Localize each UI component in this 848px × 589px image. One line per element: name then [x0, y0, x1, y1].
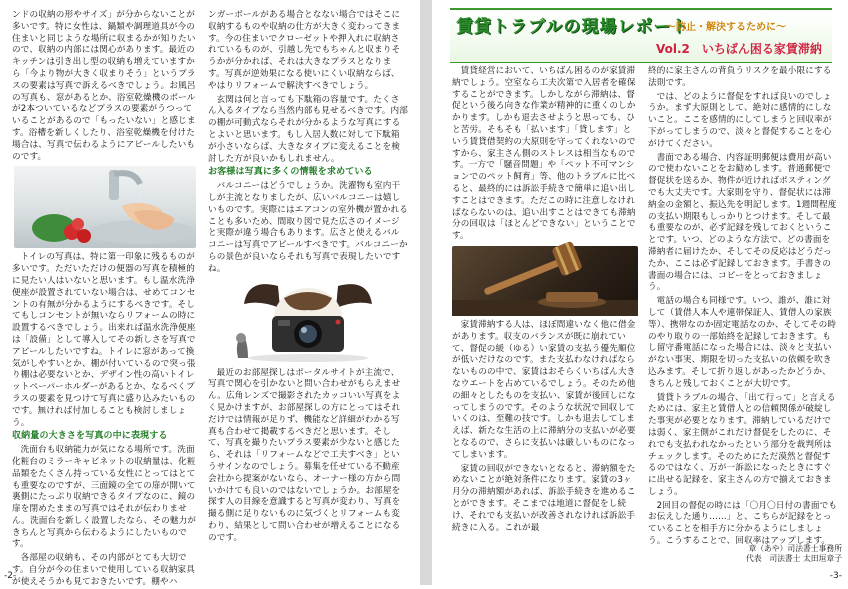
banner-volume: Vol.2 いちばん困る家賃滞納	[656, 42, 822, 56]
paragraph: バルコニーはどうでしょうか。洗濯物も室内干しが主流となりましたが、広いバルコニーは嬉しいものです。実際にはエアコンの室外機が置かれることも多いため、間取り図で見た広さのイメージと実際が違う場合もあります。広さと使えるバルコニーは写真でアピールすべきです。バルコニーからの景色が良いならそれも写真で表現したいですね。	[208, 181, 408, 274]
paragraph: 終的に家主さんの背負うリスクを最小限にする法則です。	[648, 66, 832, 88]
section-heading: 収納量の大きさを写真の中に表現する	[12, 431, 168, 442]
paragraph: では、どのように督促をすれば良いのでしょうか。まず大原則として、絶対に感情的にしないこと。ここを感情的にしてしまうと回収率が下がってしまうので、淡々と督促することを心がけてください。	[648, 91, 832, 149]
paragraph: 最近のお部屋探しはポータルサイトが主流で、写真で関心を引かないと問い合わせがもらえません。広角レンズで撮影されたカッコいい写真をよく見かけますが、お部屋探しの方にとってはそれだけでは情報が足りず、機能など詳細がわかる写真も合わせて掲載するべきだと思います。そして、写真を撮りたいプラス要素が少ないと感じたら、それは「リフォームなどで工夫すべき」というサインなのでしょう。募集を任せている不動産会社から提案がないなら、オーナー様の方から問いかけても良いのではないでしょうか。お部屋を探す人の目線を意識すると写真が変わり、写真を撮る側に足りないものに気づくとリフォームも変わり、結果として問い合わせが増えることになるのです。	[208, 367, 401, 543]
paragraph: トイレの写真は、特に第一印象に残るものが多いです。ただいただけの便器の写真を積極的に見たい人はいないと思います。もし温水洗浄便座が設置されていない場合は、せめてコンセントの有無が分かるようにするべきです。そしてもしコンセントが無いならリフォームの時に設置するべきでしょう。出来れば温水洗浄便座は「設備」として導入してその新しさを写真でアピールしたいですね。トイレに窓があって換気がしやすいとか、棚が付いているので突っ張り棚は必要ないとか、デザイン性の高いトイレットペーパーホルダーがあるとか、なるべくプラスの要素を見つけて写真に盛り込みたいものです。無ければ付加しることも検討しましょう。	[12, 252, 196, 428]
kitchen-sink-photo	[14, 166, 196, 248]
paragraph: 玄関は何と言っても下駄箱の容量です。たくさん入るタイプなら当然内部も見せるべきです。内部の棚が可動式ならそれが分かるような写真にするとよいと思います。もし入居人数に対して下駄箱が小さいならば、大きなタイプに変えることを検討した方が良いかもしれません。	[208, 94, 408, 164]
paragraph: 賃貸トラブルの場合、「出て行って」と言えるためには、家主と賃借人との信頼関係が破綻した事実が必要となります。滞納しているだけでは弱く、家主側がこれだけ督促をしたのに、それでも支払われなかったという部分を裁判所はチェックします。そのためにただ漠然と督促するのではなく、万が一訴訟になったときにすぐに出せる記録を、家主さんの方で揃えておきましょう。	[648, 392, 836, 497]
series-banner	[450, 8, 832, 63]
page-number: -3-	[829, 571, 842, 581]
dog-with-camera-icon	[208, 278, 408, 364]
left-column-1	[12, 10, 200, 587]
left-page	[0, 0, 420, 585]
banner-subtitle: ～防止・解決するために～	[666, 22, 786, 33]
paragraph: 2回目の督促の時には「〇月〇日付の書面でもお伝えした通り……」と、こちらが記録をとっていることを相手方に分かるようにしましょう。こうすることで、回収率はアップします。	[648, 500, 838, 547]
paragraph: 各部屋の収納も、その内部がとても大切です。自分が今の住まいで使用している収納家具が使えそうかも見ておきたいです。棚やハ	[12, 553, 195, 587]
paragraph: 書面である場合、内容証明郵便は費用が高いので使わないことをお勧めします。普通郵便で督促状を送るか、物件が近ければポスティングでも大丈夫です。大家則を守り、督促状には滞納金の金額と、振込先を明記します。1週間程度の支払い期限もしっかりとつけます。そして最も重要なのが、必ず記録を残しておくということです。いつ、どのような方法で、どの書面を滞納者に届けたか、そしてその反応はどうだったか、ここは必ず記録しておきます。手書きの書面の場合には、コピーをとっておきましょう。	[648, 152, 837, 293]
paragraph: 家賃の回収ができないとなると、滞納額をためないことが絶対条件になります。家賃の3ヶ月分の滞納額があれば、訴訟手続きを進めることができます。そこまでは地道に督促をし続け、それでも支払いが改善されなければ訴訟手続きに入る。これが最	[452, 463, 636, 533]
paragraph: 賃貸経営において、いちばん困るのが家賃滞納でしょう。空室なら工夫次第で入居者を確保することができます。しかしながら滞納は、督促という後ろ向きな作業が精神的に重くのしかかります。しかも退去させようと思っても、ひと苦労。そもそも「払います」「貸します」という賃貸借契約の大原則を守ってくれないのですから、家主さん側のストレスは相当なものです。一方で「騒音問題」や「ペット不可マンションでのペット飼育」等、他のトラブルに比べると、最終的には訴訟手続きで簡単に追い出しすことはできます。ただこの時に注意しなければならないのは、追い出すことはできても滞納分の回収は「ほとんどできない」ということです。	[452, 66, 636, 242]
page-number: -2-	[4, 571, 17, 581]
gavel-photo	[452, 246, 638, 316]
banner-title: 賃貸トラブルの現場レポート	[456, 17, 690, 37]
paragraph: 洗面台も収納能力が気になる場所です。洗面化粧台のミラーキャビネットの収納量は、化粧品類をたくさん持っている女性にとってはとても重要なのですが、三面鏡の全ての扉が開いて裏側にたっぷり収納できるタイプなのに、鏡の扉を閉めたままの写真ではそれが伝わりません。洗面台を新しく設置したなら、その魅力がきちんと写真から伝わるようにしたいものです。	[12, 445, 197, 550]
right-page	[432, 0, 848, 585]
page-gutter	[420, 0, 432, 585]
paragraph: 家賃滞納する人は、ほぼ間違いなく他に借金があります。収支のバランスが既に崩れていて、督促の緩（ゆる）い家賃の支払う優先順位が低いだけなのです。また支払わなければならないものの中で、家賃はおそらくいちばん大きなウエートを占めているでしょう。そのため他の細々としたものを支払い、家賃が後回しになってしまうのです。そのような状況で回収していくのは、至難の技です。しかも退去してしまえば、新たな生活の上に滞納分の支払いが必要となるので、さらに支払いは厳しいものになってしまいます。	[452, 319, 636, 460]
right-column-1	[452, 66, 640, 574]
right-column-2	[648, 66, 838, 547]
office-name: 章（あや）司法書士事務所	[748, 544, 842, 553]
sink-illustration	[14, 166, 196, 248]
section-heading: お客様は写真に多くの情報を求めている	[208, 167, 373, 178]
paragraph: ンガーボールがある場合となない場合ではそこに収納するものや収納の仕方が大きく変わってきます。今の住まいでクローゼットや押入れに収納されているものが、引越し先でもちゃんと収まりそうかが分かれば、それは大きなプラスとなります。写真が逆効果になる使いにくい収納ならば、やはりリフォームで解決すべきでしょう。	[208, 10, 401, 91]
gavel-icon	[452, 246, 638, 316]
left-column-2	[208, 10, 408, 570]
author-signature	[732, 544, 842, 564]
dog-camera-illustration	[208, 278, 408, 364]
paragraph: 電話の場合も同様です。いつ、誰が、誰に対して（賃借人本人や連帯保証人、賃借人の家族等）、携帯なのか固定電話なのか、そしてその時のやり取りの一部始終を記録しておきます。もし留守番電話になった場合には、淡々と支払いがない事実、期限を切った支払いの依頼を吹き込みます。そして折り返しがあったかどうか、きちんと残しておくことが大切です。	[648, 296, 837, 389]
paragraph: ンドの収納の形やサイズ」が分からないことが多いです。特に女性は、鍋類や調理道具が今の住まいと同じような場所に収まるかが知りたいので、収納の内部には関心があります。最近のキッチンは引き出し型の収納も増えていますから「今より物が大きく収まりそう」というプラスの要素は写真で訴えるべきでしょう。お風呂の写真も、窓があるとか、浴室乾燥機のボールが2本ついているなどプラスの要素がうつっていることがあるので「もったいない」と感じます。浴槽を新しくしたり、浴室乾燥機を付けた場合は、写真で伝わるようにアピールしたいものです。	[12, 10, 196, 162]
author-name: 代表 司法書士 太田垣章子	[745, 554, 842, 563]
